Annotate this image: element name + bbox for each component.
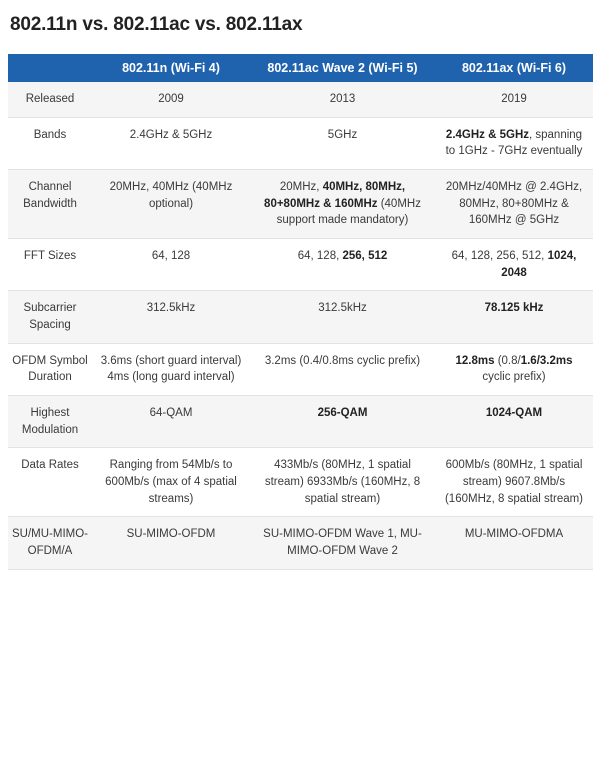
cell-fft-ax xyxy=(435,239,593,291)
cell-fft-ac-pre: 64, 128, xyxy=(297,250,343,263)
cell-bandwidth-ac-post: (40MHz support made mandatory) xyxy=(276,197,421,227)
cell-bands-ax xyxy=(435,117,593,169)
cell-ofdm-n: 3.6ms (short guard interval) 4ms (long guard interval) xyxy=(92,343,250,395)
table-row xyxy=(8,396,593,448)
cell-subcarrier-ax-bold: 78.125 kHz xyxy=(484,302,544,315)
cell-bands-ac: 5GHz xyxy=(250,117,435,169)
cell-bandwidth-ac-bold: 40MHz, 80MHz, 80+80MHz & 160MHz xyxy=(264,181,406,210)
row-label-released: Released xyxy=(8,82,92,117)
cell-bands-ax-bold2: 1GHz - 7GHz xyxy=(458,145,528,158)
table-row xyxy=(8,517,593,569)
cell-ofdm-ax-bold: 12.8ms xyxy=(455,354,495,367)
cell-bands-n: 2.4GHz & 5GHz xyxy=(92,117,250,169)
row-label-fft-sizes: FFT Sizes xyxy=(8,239,92,291)
cell-modulation-ac xyxy=(250,396,435,448)
cell-mimo-n: SU-MIMO-OFDM xyxy=(92,517,250,569)
row-label-ofdm-symbol-duration: OFDM Symbol Duration xyxy=(8,343,92,395)
cell-datarates-ac: 433Mb/s (80MHz, 1 spatial stream) 6933Mb/s (160MHz, 8 spatial stream) xyxy=(250,448,435,517)
table-row xyxy=(8,82,593,117)
cell-released-n: 2009 xyxy=(92,82,250,117)
cell-bands-ax-text2: eventually xyxy=(527,145,583,158)
cell-ofdm-ac: 3.2ms (0.4/0.8ms cyclic prefix) xyxy=(250,343,435,395)
table-row xyxy=(8,170,593,239)
cell-mimo-ac: SU-MIMO-OFDM Wave 1, MU-MIMO-OFDM Wave 2 xyxy=(250,517,435,569)
cell-released-ax: 2019 xyxy=(435,82,593,117)
cell-modulation-ac-bold: 256-QAM xyxy=(317,407,368,420)
cell-ofdm-ax-bold2: 1.6/3.2ms xyxy=(520,354,573,367)
table-row xyxy=(8,117,593,169)
cell-ofdm-ax-mid: (0.8/ xyxy=(494,354,521,367)
cell-bands-ax-bold: 2.4GHz & 5GHz xyxy=(445,128,529,141)
cell-released-ac: 2013 xyxy=(250,82,435,117)
cell-subcarrier-ac: 312.5kHz xyxy=(250,291,435,343)
cell-bands-ax-text: , spanning to xyxy=(445,128,583,158)
cell-subcarrier-ax xyxy=(435,291,593,343)
cell-fft-ac-bold: 256, 512 xyxy=(342,250,388,263)
table-row xyxy=(8,448,593,517)
row-label-mimo: SU/MU-MIMO-OFDM/A xyxy=(8,517,92,569)
cell-modulation-ax-bold: 1024-QAM xyxy=(485,407,543,420)
table-row xyxy=(8,239,593,291)
cell-fft-n: 64, 128 xyxy=(92,239,250,291)
cell-fft-ax-pre: 64, 128, 256, 512, xyxy=(451,250,548,263)
row-label-channel-bandwidth: Channel Bandwidth xyxy=(8,170,92,239)
row-label-highest-modulation: Highest Modulation xyxy=(8,396,92,448)
page-title: 802.11n vs. 802.11ac vs. 802.11ax xyxy=(10,14,303,35)
cell-bandwidth-ac xyxy=(250,170,435,239)
cell-bandwidth-n: 20MHz, 40MHz (40MHz optional) xyxy=(92,170,250,239)
column-header-80211ax: 802.11ax (Wi-Fi 6) xyxy=(435,54,593,82)
table-row xyxy=(8,343,593,395)
cell-bandwidth-ax: 20MHz/40MHz @ 2.4GHz, 80MHz, 80+80MHz & 160MHz @ 5GHz xyxy=(435,170,593,239)
cell-fft-ax-bold: 1024, 2048 xyxy=(501,250,577,279)
column-header-80211ac: 802.11ac Wave 2 (Wi-Fi 5) xyxy=(250,54,435,82)
cell-fft-ac xyxy=(250,239,435,291)
cell-modulation-n: 64-QAM xyxy=(92,396,250,448)
row-label-data-rates: Data Rates xyxy=(8,448,92,517)
cell-mimo-ax: MU-MIMO-OFDMA xyxy=(435,517,593,569)
cell-bandwidth-ac-pre: 20MHz, xyxy=(279,181,323,194)
comparison-table xyxy=(8,54,593,570)
cell-ofdm-ax xyxy=(435,343,593,395)
column-header-80211n: 802.11n (Wi-Fi 4) xyxy=(92,54,250,82)
cell-ofdm-ax-post: cyclic prefix) xyxy=(482,371,546,384)
table-body xyxy=(8,82,593,569)
column-header-blank xyxy=(8,54,92,82)
table-header xyxy=(8,54,593,82)
cell-datarates-n: Ranging from 54Mb/s to 600Mb/s (max of 4 spatial streams) xyxy=(92,448,250,517)
row-label-subcarrier-spacing: Subcarrier Spacing xyxy=(8,291,92,343)
cell-datarates-ax: 600Mb/s (80MHz, 1 spatial stream) 9607.8Mb/s (160MHz, 8 spatial stream) xyxy=(435,448,593,517)
cell-subcarrier-n: 312.5kHz xyxy=(92,291,250,343)
header-row xyxy=(8,54,593,82)
row-label-bands: Bands xyxy=(8,117,92,169)
table-row xyxy=(8,291,593,343)
cell-modulation-ax xyxy=(435,396,593,448)
